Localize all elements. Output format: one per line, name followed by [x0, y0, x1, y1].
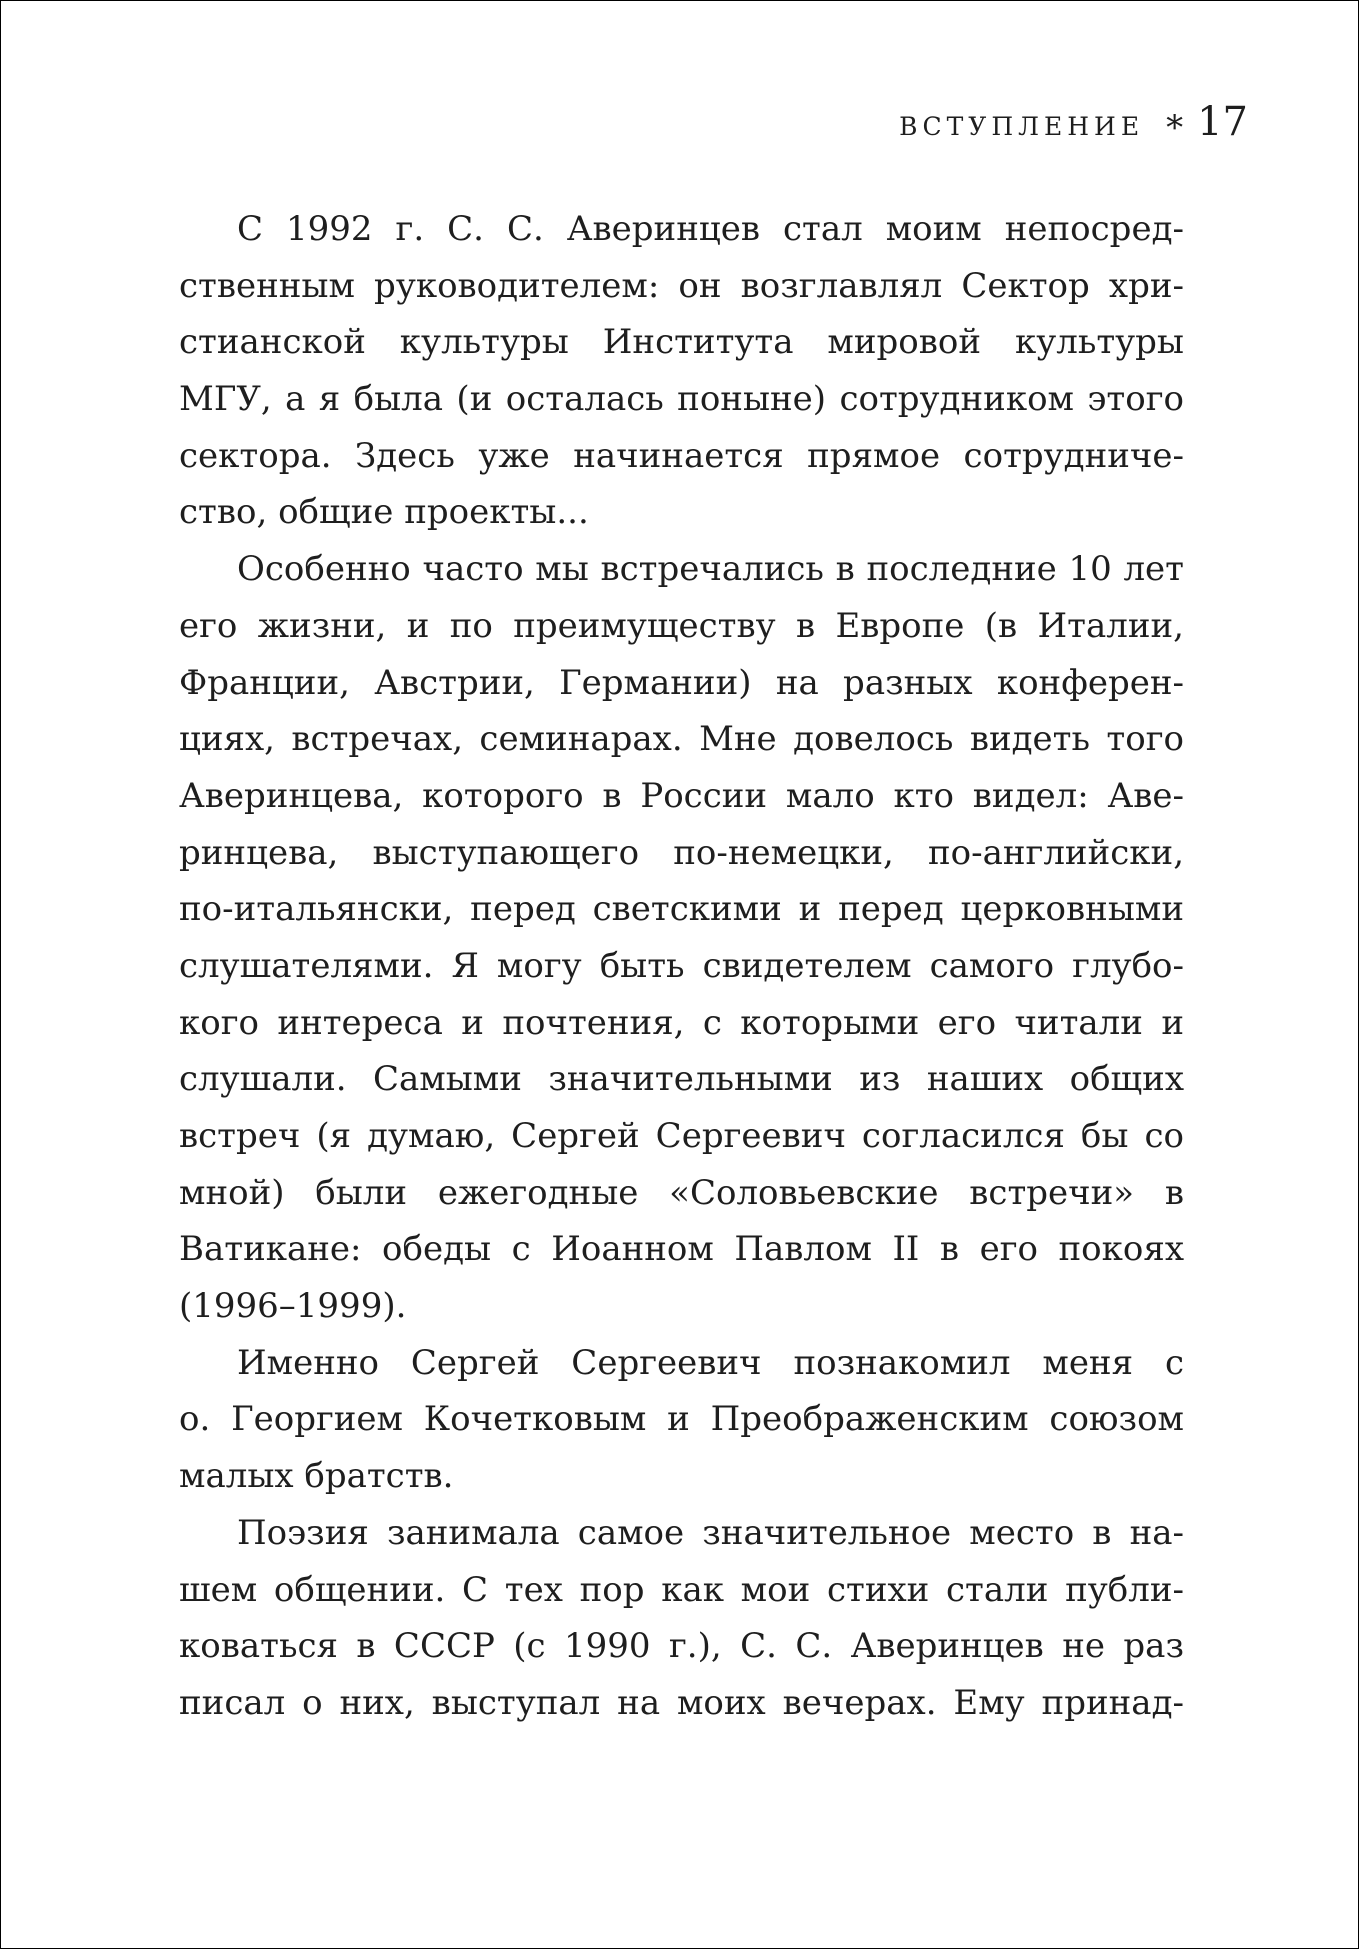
text-line: (1996–1999).: [179, 1286, 407, 1327]
text-line: сектора. Здесь уже начинается прямое сотрудниче-: [179, 435, 1184, 476]
text-line: Ватикане: обеды с Иоанном Павлом II в его покоях: [179, 1229, 1184, 1270]
text-line: кого интереса и почтения, с которыми его читали и: [179, 1002, 1184, 1043]
text-line: малых братств.: [179, 1456, 454, 1497]
page-number: 17: [1197, 99, 1248, 145]
text-line: его жизни, и по преимуществу в Европе (в Италии,: [179, 605, 1184, 646]
text-line: коваться в СССР (с 1990 г.), С. С. Аверинцев не раз: [179, 1626, 1184, 1667]
text-line: Особенно часто мы встречались в последние 10 лет: [237, 549, 1184, 590]
text-line: Франции, Австрии, Германии) на разных конферен-: [179, 662, 1184, 703]
text-line: Именно Сергей Сергеевич познакомил меня с: [237, 1342, 1184, 1383]
text-line: писал о них, выступал на моих вечерах. Ему принад-: [179, 1682, 1184, 1723]
paragraph: [179, 201, 1184, 541]
text-line: мной) были ежегодные «Соловьевские встречи» в: [179, 1172, 1184, 1213]
text-line: Поэзия занимала самое значительное место в на-: [237, 1512, 1184, 1553]
text-line: слушателями. Я могу быть свидетелем самого глубо-: [179, 945, 1184, 986]
text-line: шем общении. С тех пор как мои стихи стали публи-: [179, 1569, 1184, 1610]
text-line: ринцева, выступающего по-немецки, по-английски,: [179, 832, 1184, 873]
chapter-title: ВСТУПЛЕНИЕ: [899, 112, 1145, 141]
text-line: стианской культуры Института мировой культуры: [179, 322, 1184, 363]
text-line: слушали. Самыми значительными из наших общих: [179, 1059, 1184, 1100]
text-line: по-итальянски, перед светскими и перед церковными: [179, 889, 1184, 930]
paragraph: [179, 1505, 1184, 1732]
text-line: Аверинцева, которого в России мало кто видел: Аве-: [179, 775, 1184, 816]
text-line: циях, встречах, семинарах. Мне довелось видеть того: [179, 719, 1184, 760]
text-line: ство, общие проекты...: [179, 492, 589, 533]
text-line: о. Георгием Кочетковым и Преображенским союзом: [179, 1399, 1184, 1440]
body-text: [179, 201, 1184, 1732]
running-head: [899, 99, 1248, 149]
text-line: МГУ, а я была (и осталась поныне) сотрудником этого: [179, 379, 1184, 420]
paragraph: [179, 541, 1184, 1335]
paragraph: [179, 1335, 1184, 1505]
text-line: встреч (я думаю, Сергей Сергеевич согласился бы со: [179, 1116, 1184, 1156]
text-line: ственным руководителем: он возглавлял Сектор хри-: [179, 265, 1184, 306]
asterisk-separator: *: [1166, 108, 1184, 148]
text-line: С 1992 г. С. С. Аверинцев стал моим непосред-: [237, 209, 1184, 249]
